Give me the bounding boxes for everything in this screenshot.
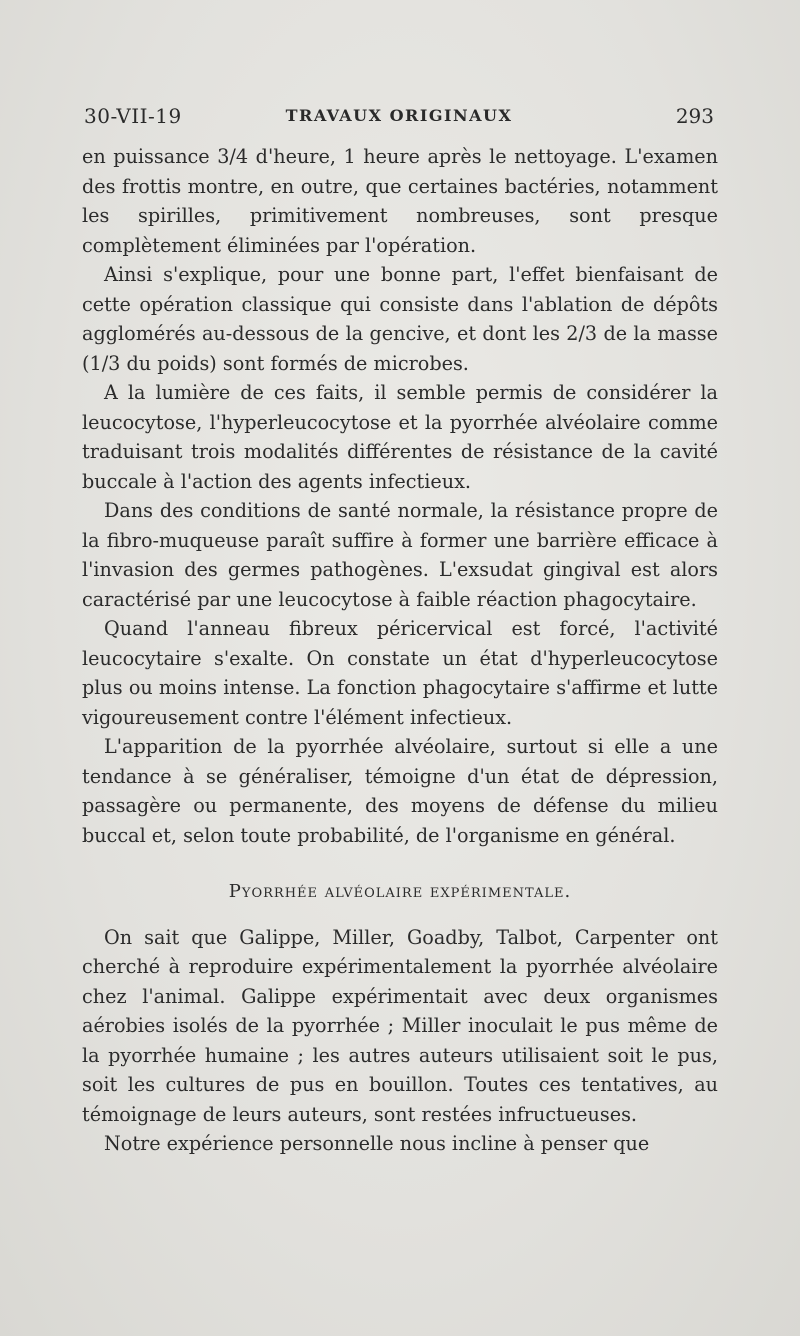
paragraph: A la lumière de ces faits, il semble permis de considérer la leucocytose, l'hyperleucocytose et la pyorrhée alvéolaire comme traduisant trois modalités différentes de résistance de la cavité buccale à l'action des agents infectieux. xyxy=(82,381,718,493)
paragraph: en puissance 3/4 d'heure, 1 heure après le nettoyage. L'examen des frottis montre, en outre, que certaines bactéries, notamment les spirilles, primitivement nombreuses, sont presque complètement éliminées par l'opération. xyxy=(82,145,718,257)
paragraph: On sait que Galippe, Miller, Goadby, Talbot, Carpenter ont cherché à reproduire expérimentalement la pyorrhée alvéolaire chez l'animal. Galippe expérimentait avec deux organismes aérobies isolés de la pyorrhée ; Miller inoculait le pus même de la pyorrhée humaine ; les autres auteurs utilisaient soit le pus, soit les cultures de pus en bouillon. Toutes ces tentatives, au témoignage de leurs auteurs, sont restées infructueuses. xyxy=(82,925,718,1126)
header-section-title: TRAVAUX ORIGINAUX xyxy=(285,106,513,125)
body-text xyxy=(82,142,718,1159)
paragraph: Ainsi s'explique, pour une bonne part, l'effet bienfaisant de cette opération classique qui consiste dans l'ablation de dépôts agglomérés au-dessous de la gencive, et dont les 2/3 de la masse (1/3 du poids) sont formés de microbes. xyxy=(82,263,718,375)
paragraph: Notre expérience personnelle nous incline à penser que xyxy=(104,1132,650,1155)
paragraph: Dans des conditions de santé normale, la résistance propre de la fibro-muqueuse paraît suffire à former une barrière efficace à l'invasion des germes pathogènes. L'exsudat gingival est alors caractérisé par une leucocytose à faible réaction phagocytaire. xyxy=(82,499,718,611)
paragraph: Quand l'anneau fibreux péricervical est forcé, l'activité leucocytaire s'exalte. On constate un état d'hyperleucocytose plus ou moins intense. La fonction phagocytaire s'affirme et lutte vigoureusement contre l'élément infectieux. xyxy=(82,617,718,729)
paragraph: L'apparition de la pyorrhée alvéolaire, surtout si elle a une tendance à se généraliser, témoigne d'un état de dépression, passagère ou permanente, des moyens de défense du milieu buccal et, selon toute probabilité, de l'organisme en général. xyxy=(82,735,718,847)
running-header xyxy=(84,104,714,132)
page-number: 293 xyxy=(675,104,714,128)
section-heading: Pyorrhée alvéolaire expérimentale. xyxy=(228,881,572,902)
header-date: 30-VII-19 xyxy=(84,104,182,128)
